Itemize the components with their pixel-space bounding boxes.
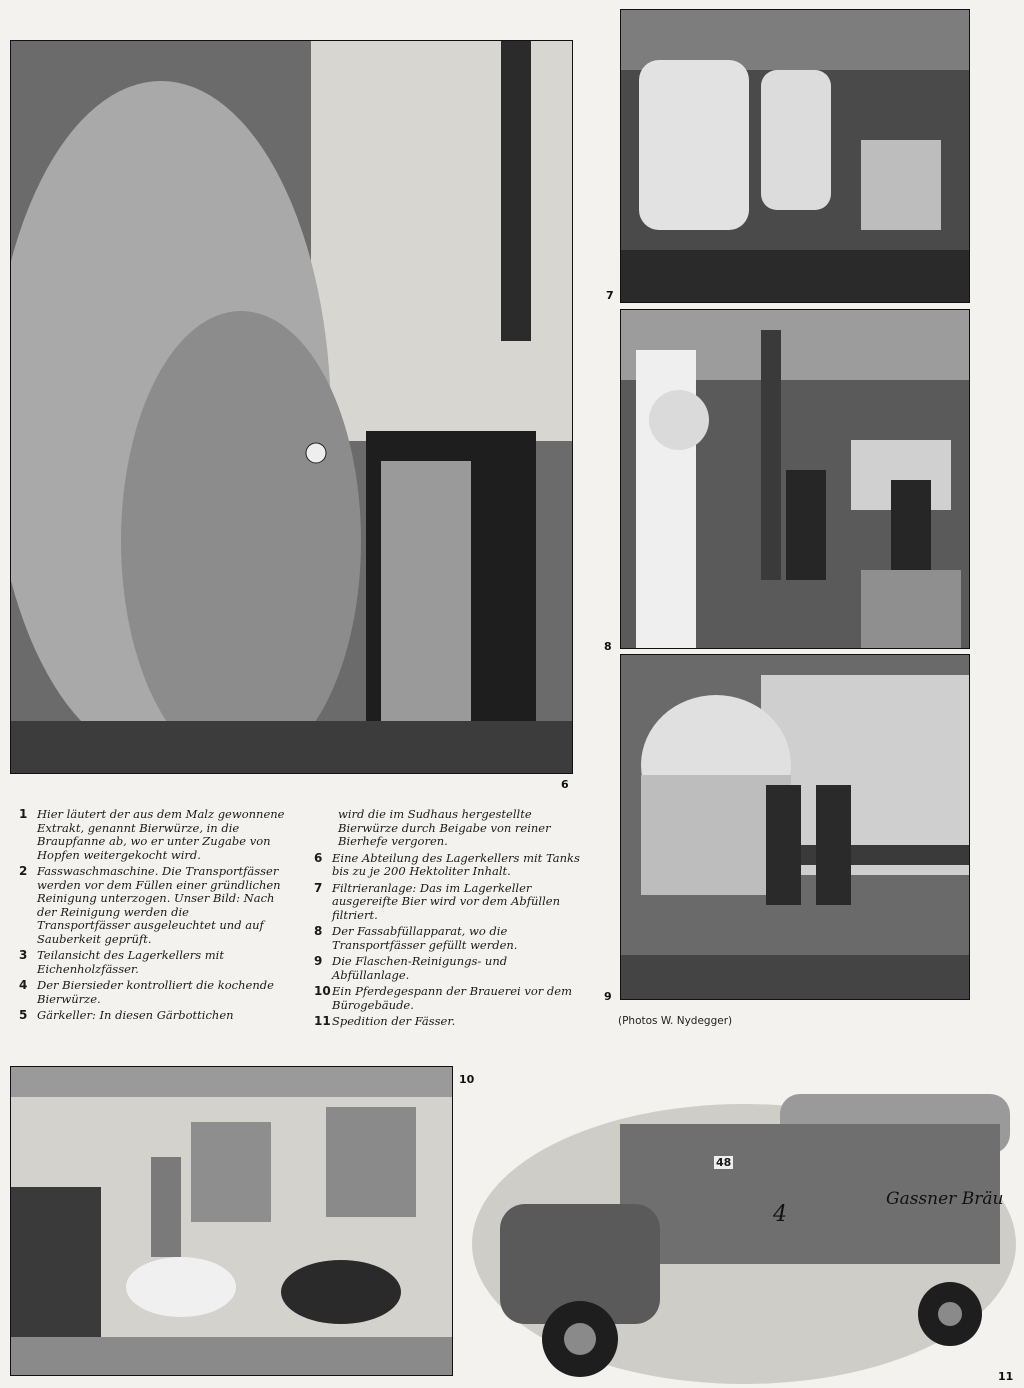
caption-9 xyxy=(314,955,582,982)
caption-number: 11 xyxy=(314,1014,331,1028)
caption-text: Der Biersieder kontrolliert die kochende Bierwürze. xyxy=(37,978,274,1006)
caption-number: 2 xyxy=(19,864,28,878)
photo-barrel-truck xyxy=(470,1084,1018,1384)
caption-6 xyxy=(314,852,582,879)
caption-text: Hier läutert der aus dem Malz gewonnene Extrakt, genannt Bierwürze, in die Braupfanne ab, wo er unter Zugabe von Hopfen weitergekocht wird. xyxy=(37,807,285,862)
figure-number-11: 11 xyxy=(998,1370,1014,1383)
photo-credit: (Photos W. Nydegger) xyxy=(618,1015,733,1027)
caption-number: 10 xyxy=(314,984,331,998)
caption-7 xyxy=(314,882,582,923)
caption-number: 4 xyxy=(19,978,28,992)
caption-1 xyxy=(19,808,285,862)
caption-5-continuation xyxy=(314,808,582,849)
figure-number-6: 6 xyxy=(561,778,569,791)
keg-filling-illustration xyxy=(621,310,969,648)
photo-lager-cellar-tanks xyxy=(10,40,573,774)
caption-2 xyxy=(19,865,285,946)
truck-cab-number: 48 xyxy=(716,1156,732,1169)
caption-number: 5 xyxy=(19,1008,28,1022)
caption-text: Teilansicht des Lagerkellers mit Eichenholzfässer. xyxy=(37,948,224,976)
horse-team-illustration xyxy=(11,1067,452,1375)
caption-text: Ein Pferdegespann der Brauerei vor dem Bürogebäude. xyxy=(332,984,572,1012)
photo-horse-team xyxy=(10,1066,453,1376)
caption-text: Filtrieranlage: Das im Lagerkeller ausgereifte Bier wird vor dem Abfüllen filtriert. xyxy=(332,880,560,922)
caption-text: wird die im Sudhaus hergestellte Bierwürze durch Beigabe von reiner Bierhefe vergoren. xyxy=(338,807,551,848)
lager-tanks-illustration xyxy=(11,41,572,773)
truck-door-number: 4 xyxy=(773,1202,787,1227)
caption-11 xyxy=(314,1015,582,1029)
figure-number-7: 7 xyxy=(606,289,614,302)
figure-number-8: 8 xyxy=(604,640,612,653)
caption-text: Gärkeller: In diesen Gärbottichen xyxy=(37,1008,234,1022)
truck-brand-lettering: Gassner Bräu xyxy=(886,1189,1004,1209)
photo-bottling-plant xyxy=(620,654,970,1000)
caption-text: Eine Abteilung des Lagerkellers mit Tanks bis zu je 200 Hektoliter Inhalt. xyxy=(332,850,580,878)
caption-10 xyxy=(314,985,582,1012)
caption-text: Spedition der Fässer. xyxy=(332,1014,456,1028)
caption-number: 8 xyxy=(314,924,323,938)
caption-8 xyxy=(314,925,582,952)
caption-text: Die Flaschen-Reinigungs- und Abfüllanlage. xyxy=(332,954,508,982)
caption-number: 1 xyxy=(19,807,28,821)
barrel-truck-illustration xyxy=(470,1084,1018,1384)
caption-number: 3 xyxy=(19,948,28,962)
captions-column-left xyxy=(19,808,285,1026)
caption-4 xyxy=(19,979,285,1006)
caption-number: 6 xyxy=(314,850,323,865)
photo-filter-plant xyxy=(620,9,970,303)
caption-5 xyxy=(19,1009,285,1023)
caption-number: 7 xyxy=(314,880,323,895)
figure-number-9: 9 xyxy=(604,990,612,1003)
photo-keg-filling xyxy=(620,309,970,649)
caption-3 xyxy=(19,949,285,976)
figure-number-10: 10 xyxy=(459,1073,475,1086)
captions-column-right xyxy=(314,808,582,1032)
caption-number: 9 xyxy=(314,954,323,968)
caption-text: Fasswaschmaschine. Die Transportfässer werden vor dem Füllen einer gründlichen Reinigung unterzogen. Unser Bild: Nach der Reinigung werden die Transportfässer ausgeleuchtet und auf Sauberkeit geprüft. xyxy=(37,864,281,946)
filter-plant-illustration xyxy=(621,10,969,302)
bottling-plant-illustration xyxy=(621,655,969,999)
caption-text: Der Fassabfüllapparat, wo die Transportfässer gefüllt werden. xyxy=(332,924,518,952)
